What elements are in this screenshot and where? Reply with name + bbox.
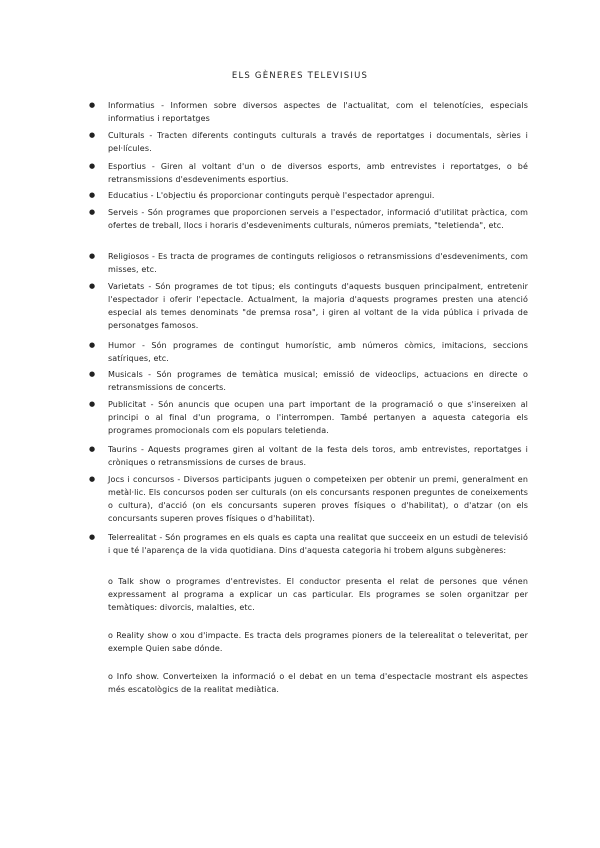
bullet-icon: ● (89, 208, 96, 216)
bullet-icon: ● (89, 400, 96, 408)
list-item-text: Varietats - Són programes de tot tipus; els continguts d'aquests busquen principalment, entretenir l'espectador i oferir l'epectacle. Actualment, la majoria d'aquests programes presten una atenció especial als temes denominats "de premsa rosa", i giren al voltant de la vida pública i privada de personatges famosos. (108, 282, 528, 330)
bullet-icon: ● (89, 191, 96, 199)
list-item-text: Informatius - Informen sobre diversos aspectes de l'actualitat, com el telenotícies, especials informatius i reportatges (108, 101, 528, 123)
bullet-icon: ● (89, 162, 96, 170)
bullet-icon: ● (89, 475, 96, 483)
list-item-text: Serveis - Són programes que proporcionen serveis a l'espectador, informació d'utilitat pràctica, com ofertes de treball, llocs i horaris d'esdeveniments culturals, números premiats, "teletienda", etc. (108, 208, 528, 230)
list-item-text: Musicals - Són programes de temàtica musical; emissió de videoclips, actuacions en directe o retransmissions de concerts. (108, 370, 528, 392)
list-item-text: Esportius - Giren al voltant d'un o de diversos esports, amb entrevistes i reportatges, o bé retransmissions d'esdeveniments esportius. (108, 162, 528, 184)
list-item (89, 250, 528, 276)
list-item (89, 398, 528, 437)
list-item (89, 160, 528, 186)
list-item (89, 368, 528, 394)
list-item-text: Religiosos - Es tracta de programes de continguts religiosos o retransmissions d'esdeveniments, com misses, etc. (108, 252, 528, 274)
list-item-text: Humor - Són programes de contingut humorístic, amb números còmics, imitacions, seccions satíriques, etc. (108, 341, 528, 363)
subgenre-paragraph: o Reality show o xou d'impacte. Es tracta dels programes pioners de la telerealitat o televeritat, per exemple Quien sabe dónde. (108, 631, 528, 653)
list-item (89, 129, 528, 155)
list-item-text: Taurins - Aquests programes giren al voltant de la festa dels toros, amb entrevistes, reportatges i cròniques o retransmissions de curses de braus. (108, 445, 528, 467)
subgenre-paragraph: o Talk show o programes d'entrevistes. El conductor presenta el relat de persones que vénen expressament al programa a explicar un cas particular. Els programes se solen organitzar per temàtiques: divorcis, malalties, etc. (108, 577, 528, 612)
list-item (89, 280, 528, 332)
bullet-icon: ● (89, 533, 96, 541)
list-item-text: Culturals - Tracten diferents continguts culturals a través de reportatges i documentals, sèries i pel·lícules. (108, 131, 528, 153)
list-item (89, 99, 528, 125)
document-title: ELS GÈNERES TELEVISIUS (231, 71, 369, 81)
list-item (89, 206, 528, 232)
bullet-icon: ● (89, 282, 96, 290)
list-item (89, 531, 528, 557)
bullet-icon: ● (89, 131, 96, 139)
list-item (89, 443, 528, 469)
bullet-icon: ● (89, 252, 96, 260)
bullet-icon: ● (89, 370, 96, 378)
bullet-icon: ● (89, 445, 96, 453)
list-item-text: Publicitat - Són anuncis que ocupen una part important de la programació o que s'insereixen al principi o al final d'un programa, o l'interrompen. També pertanyen a aquesta categoria els programes promocionals com els populars teletienda. (108, 400, 528, 435)
list-item (89, 189, 528, 202)
bullet-icon: ● (89, 341, 96, 349)
list-item-text: Jocs i concursos - Diversos participants juguen o competeixen per obtenir un premi, generalment en metàl·lic. Els concursos poden ser culturals (on els concursants responen preguntes de coneixements o cultura), d'acció (on els concursants superen proves físiques o d'habilitat), o d'atzar (on els concursants superen proves físiques o d'habilitat). (108, 475, 528, 523)
list-item-text: Educatius - L'objectiu és proporcionar continguts perquè l'espectador aprengui. (108, 191, 435, 200)
list-item (89, 473, 528, 525)
subgenre-paragraph: o Info show. Converteixen la informació o el debat en un tema d'espectacle mostrant els aspectes més escatològics de la realitat mediàtica. (108, 672, 528, 694)
bullet-icon: ● (89, 101, 96, 109)
list-item-text: Telerrealitat - Són programes en els quals es capta una realitat que succeeix en un estudi de televisió i que té l'aparença de la vida quotidiana. Dins d'aquesta categoria hi trobem alguns subgèneres: (108, 533, 528, 555)
list-item (89, 339, 528, 365)
